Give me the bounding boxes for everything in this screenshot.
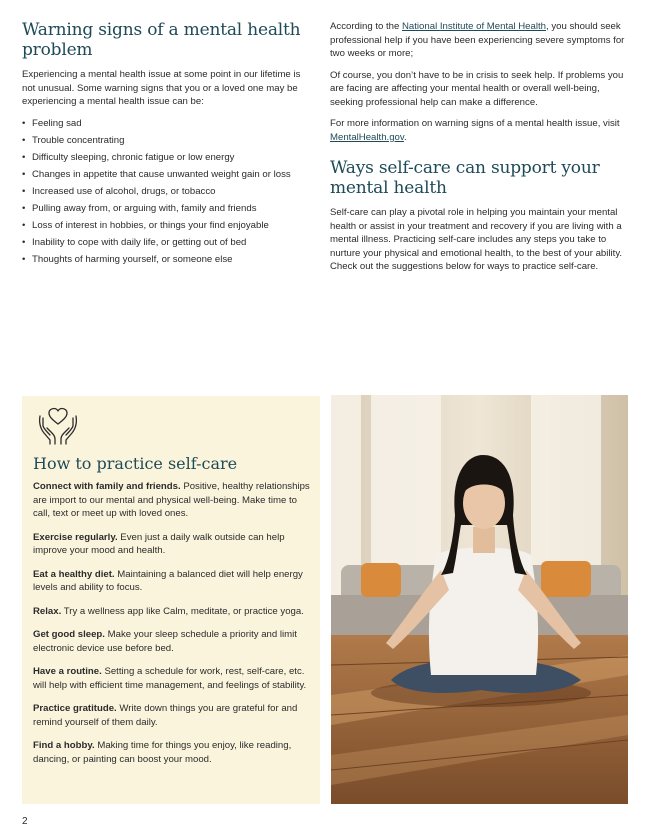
more-info-paragraph: For more information on warning signs of a mental health issue, visit MentalHealth.gov. [330,118,620,143]
bullet-icon: • [22,236,26,248]
meditation-photo [331,395,628,804]
bullet-icon: • [22,151,26,163]
page-number: 2 [22,816,28,827]
list-item: • Difficulty sleeping, chronic fatigue or low energy [22,151,235,163]
nimh-link[interactable]: National Institute of Mental Health [402,21,546,32]
tip-sleep: Get good sleep. Make your sleep schedule a priority and limit electronic device use before bed. [33,629,297,654]
list-item: • Inability to cope with daily life, or getting out of bed [22,236,247,248]
warning-signs-heading: Warning signs of a mental health problem [22,20,301,60]
left-column [22,20,302,270]
bullet-icon: • [22,219,26,231]
tips-list [33,480,313,776]
self-care-support-heading: Ways self-care can support your mental health [330,158,600,198]
tip-routine: Have a routine. Setting a schedule for work, rest, self-care, etc. will help with efficient time management, and feelings of stability. [33,666,307,691]
list-item: • Loss of interest in hobbies, or things your find enjoyable [22,219,269,231]
self-care-panel [22,396,320,804]
list-item: • Thoughts of harming yourself, or someone else [22,253,233,265]
warning-signs-intro: Experiencing a mental health issue at some point in our lifetime is not unusual. Some warning signs that you or a loved one may be experiencing a mental health issue can be: [22,69,301,107]
tip-hobby: Find a hobby. Making time for things you enjoy, like reading, dancing, or painting can boost your mood. [33,740,292,765]
list-item: • Feeling sad [22,117,82,129]
bullet-icon: • [22,202,26,214]
bullet-icon: • [22,253,26,265]
list-item: • Pulling away from, or arguing with, family and friends [22,202,257,214]
bullet-icon: • [22,168,26,180]
tip-connect: Connect with family and friends. Positive, healthy relationships are import to our mental and physical well-being. Make time to call, text or meet up with loved ones. [33,481,310,519]
tip-exercise: Exercise regularly. Even just a daily walk outside can help improve your mood and health. [33,531,285,556]
right-column [330,20,626,282]
bullet-icon: • [22,134,26,146]
tip-gratitude: Practice gratitude. Write down things you are grateful for and remind yourself of them daily. [33,703,298,728]
list-item: • Increased use of alcohol, drugs, or tobacco [22,185,216,197]
crisis-paragraph: Of course, you don’t have to be in crisis to seek help. If problems you are facing are affecting your mental health or overall well-being, seeking professional help can make a difference. [330,69,624,108]
list-item: • Changes in appetite that cause unwanted weight gain or loss [22,168,291,180]
how-to-practice-heading: How to practice self-care [33,454,238,473]
warning-signs-list [22,117,302,266]
self-care-paragraph: Self-care can play a pivotal role in helping you maintain your mental health or assist in your treatment and recovery if you are living with a mental illness. Practicing self-care includes any steps you take to nurture your physical and emotional health, to the best of your ability. Check out the suggestions below for ways to practice self-care. [330,207,623,272]
tip-diet: Eat a healthy diet. Maintaining a balanced diet will help energy levels and ability to focus. [33,568,303,593]
mentalhealth-gov-link[interactable]: MentalHealth.gov [330,131,404,143]
bullet-icon: • [22,117,26,129]
nimh-paragraph: According to the National Institute of Mental Health, you should seek professional help if you have been experiencing severe symptoms for two weeks or more; [330,21,625,59]
list-item: • Trouble concentrating [22,134,125,146]
heart-hands-icon [36,406,80,446]
bullet-icon: • [22,185,26,197]
tip-relax: Relax. Try a wellness app like Calm, meditate, or practice yoga. [33,605,304,617]
